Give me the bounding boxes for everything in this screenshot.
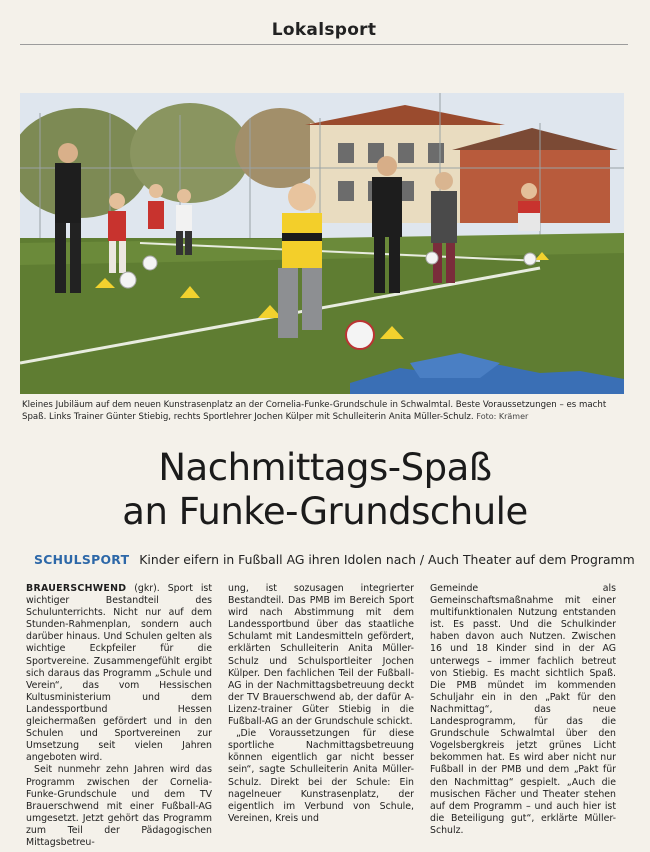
kicker: SCHULSPORT xyxy=(34,552,130,567)
photo-caption xyxy=(22,399,626,423)
paragraph: Seit nunmehr zehn Jahren wird das Programm zwischen der Cornelia-Funke-Grundschule und dem TV Brauerschwend mit einer Fußball-AG umgesetzt. Jetzt gehört das Programm zum Teil der Pädagogischen Mittagsbetreu- xyxy=(26,764,212,848)
article-column-1 xyxy=(26,583,212,849)
paragraph-text: (gkr). Sport ist wichtiger Bestandteil des Schulunterrichts. Nicht nur auf dem Stunden-Rahmenplan, sondern auch darüber hinaus. Und Schulen gelten als wichtige Eckpfeiler für die Sportvereine. Zusammengefühlt ergibt sich daraus das Programm „Schule und Verein“, das vom Hessischen Kultusministerium und dem Landessportbund Hessen gleichermaßen gefördert und in den Schulen und Sportvereinen zur Umsetzung seit vielen Jahren angeboten wird. xyxy=(26,583,212,764)
photo-credit: Foto: Krämer xyxy=(476,412,529,421)
section-header xyxy=(20,18,628,45)
article-photo xyxy=(20,93,624,394)
article-column-3 xyxy=(430,583,616,837)
headline-line-1: Nachmittags-Spaß xyxy=(158,446,492,489)
paragraph xyxy=(26,583,212,764)
paragraph: Gemeinde als Gemeinschaftsmaßnahme mit einer multifunktionalen Nutzung entstanden ist. Es passt. Und die Schulkinder haben davon auch Nutzen. Zwischen 16 und 18 Kinder sind in der AG unterwegs – immer fachlich betreut von Stiebig. Es macht sichtlich Spaß. Die PMB mündet im kommenden Schuljahr ein in den „Pakt für den Nachmittag“, das neue Landesprogramm, für das die Grundschule Schwalmtal über den Vogelsbergkreis jetzt grünes Licht bekommen hat. Es wird aber nicht nur Fußball in der PMB und dem „Pakt für den Nachmittag“ gespielt. „Auch die musischen Fächer und Theater stehen auf dem Programm – und auch hier ist die Beteiligung gut“, erklärte Müller-Schulz. xyxy=(430,583,616,836)
caption-text: Kleines Jubiläum auf dem neuen Kunstrasenplatz an der Cornelia-Funke-Grundschule in Schwalmtal. Beste Voraussetzungen – es macht Spaß. Links Trainer Günter Stiebig, rechts Sportlehrer Jochen Külper mit Schulleiterin Anita Müller-Schulz. xyxy=(22,400,607,422)
paragraph: „Die Voraussetzungen für diese sportliche Nachmittagsbetreuung können eigentlich gar nicht besser sein“, sagte Schulleiterin Anita Müller-Schulz. Direkt bei der Schule: Ein nagelneuer Kunstrasenplatz, der eigentlich im Verbund von Schule, Vereinen, Kreis und xyxy=(228,728,414,824)
football-training-photo xyxy=(20,93,624,394)
article-column-2 xyxy=(228,583,414,825)
headline xyxy=(20,446,630,534)
paragraph: ung, ist sozusagen integrierter Bestandteil. Das PMB im Bereich Sport wird nach Abstimmung mit dem Landessportbund über das staatliche Schulamt mit Landesmitteln gefördert, erklärten Schulleiterin Anita Müller-Schulz und Schulsportleiter Jochen Külper. Den fachlichen Teil der Fußball-AG in der Nachmittagsbetreuung deckt der TV Brauerschwend ab, der dafür A-Lizenz-trainer Güter Stiebig in die Fußball-AG an der Grundschule schickt. xyxy=(228,583,414,728)
subheadline xyxy=(34,552,634,568)
deck: Kinder eifern in Fußball AG ihren Idolen nach / Auch Theater auf dem Programm xyxy=(139,552,635,567)
headline-line-2: an Funke-Grundschule xyxy=(122,490,528,533)
section-title: Lokalsport xyxy=(271,20,377,40)
dateline: BRAUERSCHWEND xyxy=(26,583,127,594)
